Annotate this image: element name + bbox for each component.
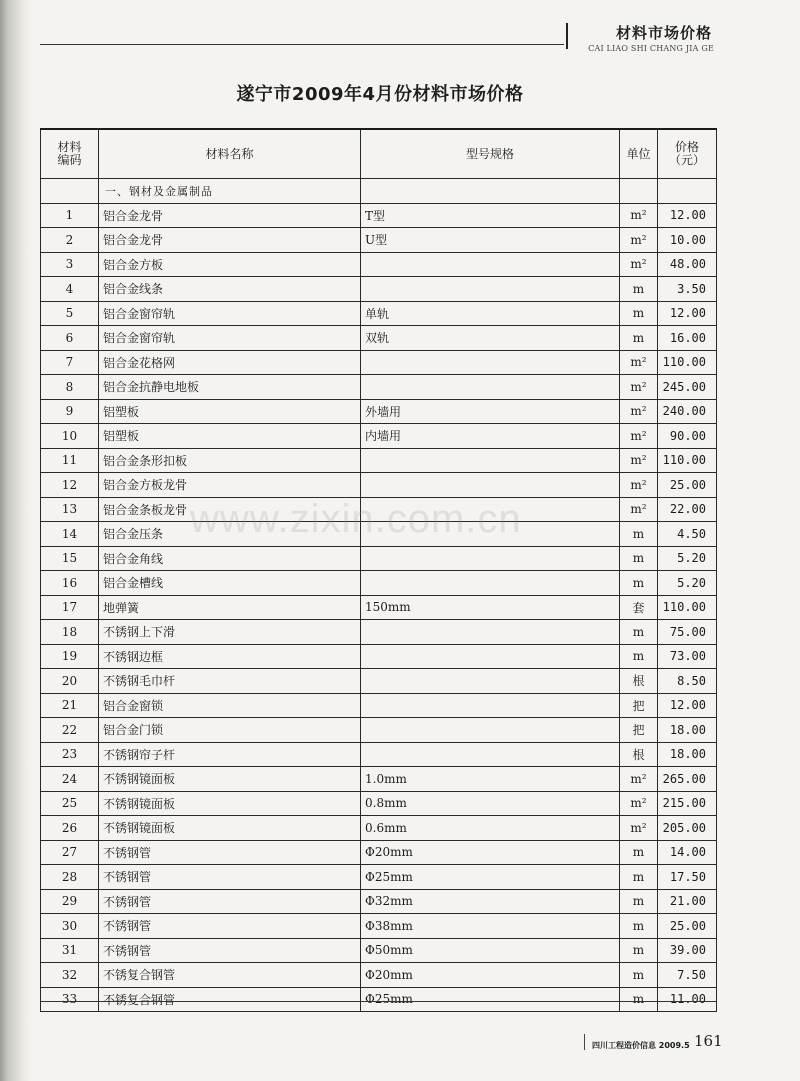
table-row [41, 326, 717, 351]
price-cell: 18.00 [658, 718, 717, 743]
footer-rule [40, 1001, 716, 1002]
code-cell: 23 [41, 742, 99, 767]
price-cell: 17.50 [658, 865, 717, 890]
code-cell: 18 [41, 620, 99, 645]
page-title: 遂宁市2009年4月份材料市场价格 [236, 84, 524, 105]
material-name-cell: 铝合金花格网 [99, 350, 361, 375]
header-divider [566, 23, 568, 49]
code-cell: 8 [41, 375, 99, 400]
spec-cell: Φ38mm [361, 914, 620, 939]
header-name: 材料名称 [99, 129, 361, 179]
table-row [41, 718, 717, 743]
unit-cell: m² [620, 350, 658, 375]
unit-cell: m [620, 522, 658, 547]
section-label: 材料市场价格 [615, 24, 712, 42]
spec-cell: Φ25mm [361, 865, 620, 890]
category-code-cell [41, 179, 99, 204]
footer-publication: 四川工程造价信息 2009.5 [592, 1041, 690, 1050]
table-row [41, 963, 717, 988]
unit-cell: m [620, 963, 658, 988]
spec-cell [361, 497, 620, 522]
material-name-cell: 铝合金方板 [99, 252, 361, 277]
spec-cell: Φ50mm [361, 938, 620, 963]
unit-cell: m [620, 620, 658, 645]
material-name-cell: 不锈钢帘子杆 [99, 742, 361, 767]
table-row [41, 595, 717, 620]
table-row [41, 571, 717, 596]
table-row [41, 767, 717, 792]
unit-cell: m [620, 840, 658, 865]
material-name-cell: 不锈钢镜面板 [99, 791, 361, 816]
spec-cell: 150mm [361, 595, 620, 620]
material-name-cell: 不锈复合钢管 [99, 987, 361, 1012]
table-row [41, 620, 717, 645]
spec-cell: U型 [361, 228, 620, 253]
unit-cell: m² [620, 424, 658, 449]
price-cell: 10.00 [658, 228, 717, 253]
header-code-label: 材料 编码 [57, 140, 82, 167]
price-cell: 48.00 [658, 252, 717, 277]
table-row [41, 350, 717, 375]
table-row [41, 865, 717, 890]
table-row [41, 424, 717, 449]
code-cell: 13 [41, 497, 99, 522]
table-row [41, 742, 717, 767]
material-name-cell: 铝合金窗帘轨 [99, 326, 361, 351]
material-name-cell: 铝合金抗静电地板 [99, 375, 361, 400]
price-cell: 7.50 [658, 963, 717, 988]
spec-cell [361, 571, 620, 596]
table-row [41, 938, 717, 963]
code-cell: 20 [41, 669, 99, 694]
material-name-cell: 不锈钢镜面板 [99, 816, 361, 841]
spec-cell: 双轨 [361, 326, 620, 351]
table-row [41, 203, 717, 228]
spec-cell [361, 277, 620, 302]
code-cell: 28 [41, 865, 99, 890]
unit-cell: m² [620, 252, 658, 277]
material-name-cell: 不锈钢管 [99, 914, 361, 939]
code-cell: 17 [41, 595, 99, 620]
unit-cell: m [620, 889, 658, 914]
code-cell: 3 [41, 252, 99, 277]
spec-cell [361, 620, 620, 645]
price-cell: 39.00 [658, 938, 717, 963]
table-row [41, 497, 717, 522]
section-pinyin: CAI LIAO SHI CHANG JIA GE [588, 44, 714, 53]
unit-cell: m [620, 571, 658, 596]
unit-cell: m² [620, 203, 658, 228]
unit-cell: m² [620, 816, 658, 841]
table-row [41, 693, 717, 718]
unit-cell: m² [620, 497, 658, 522]
material-name-cell: 铝合金窗锁 [99, 693, 361, 718]
unit-cell: m [620, 987, 658, 1012]
table-row [41, 791, 717, 816]
spec-cell [361, 546, 620, 571]
table-row [41, 546, 717, 571]
code-cell: 5 [41, 301, 99, 326]
spec-cell [361, 375, 620, 400]
table-row [41, 277, 717, 302]
price-cell: 5.20 [658, 546, 717, 571]
footer-divider [584, 1034, 585, 1050]
price-cell: 4.50 [658, 522, 717, 547]
spec-cell [361, 644, 620, 669]
spec-cell [361, 693, 620, 718]
unit-cell: m² [620, 399, 658, 424]
price-cell: 240.00 [658, 399, 717, 424]
code-cell: 1 [41, 203, 99, 228]
unit-cell: m [620, 301, 658, 326]
price-cell: 8.50 [658, 669, 717, 694]
price-cell: 12.00 [658, 301, 717, 326]
material-name-cell: 铝合金龙骨 [99, 228, 361, 253]
code-cell: 15 [41, 546, 99, 571]
spec-cell [361, 669, 620, 694]
header-rule [40, 44, 564, 45]
header-code [41, 129, 99, 179]
material-name-cell: 铝合金条板龙骨 [99, 497, 361, 522]
spec-cell [361, 252, 620, 277]
unit-cell: m [620, 277, 658, 302]
header-price-label: 价格 （元） [668, 140, 705, 167]
table-row [41, 644, 717, 669]
category-price-cell [658, 179, 717, 204]
code-cell: 2 [41, 228, 99, 253]
header-unit: 单位 [620, 129, 658, 179]
spec-cell: Φ25mm [361, 987, 620, 1012]
code-cell: 22 [41, 718, 99, 743]
table-row [41, 669, 717, 694]
material-name-cell: 不锈复合钢管 [99, 963, 361, 988]
table-row [41, 473, 717, 498]
spec-cell: 单轨 [361, 301, 620, 326]
unit-cell: m [620, 938, 658, 963]
table-row [41, 987, 717, 1012]
spec-cell: 0.8mm [361, 791, 620, 816]
price-cell: 75.00 [658, 620, 717, 645]
category-unit-cell [620, 179, 658, 204]
table-row [41, 301, 717, 326]
price-cell: 215.00 [658, 791, 717, 816]
material-name-cell: 不锈钢管 [99, 938, 361, 963]
unit-cell: m² [620, 473, 658, 498]
spec-cell [361, 718, 620, 743]
spec-cell [361, 522, 620, 547]
unit-cell: m² [620, 791, 658, 816]
material-name-cell: 铝合金压条 [99, 522, 361, 547]
material-name-cell: 不锈钢上下滑 [99, 620, 361, 645]
price-cell: 110.00 [658, 595, 717, 620]
code-cell: 25 [41, 791, 99, 816]
price-cell: 12.00 [658, 203, 717, 228]
code-cell: 14 [41, 522, 99, 547]
price-cell: 73.00 [658, 644, 717, 669]
unit-cell: m [620, 914, 658, 939]
code-cell: 26 [41, 816, 99, 841]
category-row [41, 179, 717, 204]
code-cell: 19 [41, 644, 99, 669]
unit-cell: 根 [620, 669, 658, 694]
price-cell: 16.00 [658, 326, 717, 351]
scan-edge-shadow [0, 0, 30, 1081]
price-cell: 205.00 [658, 816, 717, 841]
unit-cell: 套 [620, 595, 658, 620]
price-cell: 14.00 [658, 840, 717, 865]
spec-cell: 0.6mm [361, 816, 620, 841]
table-row [41, 375, 717, 400]
table-header-row [41, 129, 717, 179]
unit-cell: 根 [620, 742, 658, 767]
code-cell: 4 [41, 277, 99, 302]
table-row [41, 914, 717, 939]
spec-cell: 1.0mm [361, 767, 620, 792]
price-cell: 21.00 [658, 889, 717, 914]
code-cell: 27 [41, 840, 99, 865]
material-name-cell: 铝合金线条 [99, 277, 361, 302]
material-name-cell: 不锈钢管 [99, 840, 361, 865]
spec-cell: 外墙用 [361, 399, 620, 424]
material-name-cell: 不锈钢边框 [99, 644, 361, 669]
code-cell: 21 [41, 693, 99, 718]
spec-cell: Φ20mm [361, 840, 620, 865]
unit-cell: m² [620, 228, 658, 253]
code-cell: 10 [41, 424, 99, 449]
price-cell: 25.00 [658, 914, 717, 939]
unit-cell: m² [620, 767, 658, 792]
spec-cell: Φ20mm [361, 963, 620, 988]
price-table [40, 128, 717, 1012]
unit-cell: m² [620, 375, 658, 400]
code-cell: 31 [41, 938, 99, 963]
table-row [41, 228, 717, 253]
code-cell: 29 [41, 889, 99, 914]
price-cell: 90.00 [658, 424, 717, 449]
material-name-cell: 地弹簧 [99, 595, 361, 620]
spec-cell [361, 473, 620, 498]
code-cell: 30 [41, 914, 99, 939]
code-cell: 7 [41, 350, 99, 375]
price-cell: 18.00 [658, 742, 717, 767]
table-row [41, 252, 717, 277]
table-row [41, 816, 717, 841]
material-name-cell: 不锈钢管 [99, 865, 361, 890]
material-name-cell: 不锈钢管 [99, 889, 361, 914]
price-cell: 110.00 [658, 448, 717, 473]
material-name-cell: 铝合金窗帘轨 [99, 301, 361, 326]
price-cell: 25.00 [658, 473, 717, 498]
code-cell: 11 [41, 448, 99, 473]
material-name-cell: 铝塑板 [99, 424, 361, 449]
price-cell: 245.00 [658, 375, 717, 400]
price-cell: 22.00 [658, 497, 717, 522]
code-cell: 16 [41, 571, 99, 596]
material-name-cell: 铝合金门锁 [99, 718, 361, 743]
table-row [41, 522, 717, 547]
code-cell: 9 [41, 399, 99, 424]
table-row [41, 399, 717, 424]
price-cell: 265.00 [658, 767, 717, 792]
material-name-cell: 不锈钢毛巾杆 [99, 669, 361, 694]
code-cell: 33 [41, 987, 99, 1012]
spec-cell [361, 448, 620, 473]
spec-cell: Φ32mm [361, 889, 620, 914]
watermark: www.zixin.com.cn [190, 497, 522, 541]
unit-cell: 把 [620, 693, 658, 718]
price-cell: 11.00 [658, 987, 717, 1012]
unit-cell: m [620, 546, 658, 571]
spec-cell: T型 [361, 203, 620, 228]
material-name-cell: 铝合金方板龙骨 [99, 473, 361, 498]
spec-cell [361, 742, 620, 767]
unit-cell: m [620, 865, 658, 890]
material-name-cell: 铝合金龙骨 [99, 203, 361, 228]
page-number: 161 [694, 1032, 723, 1050]
price-cell: 110.00 [658, 350, 717, 375]
price-cell: 5.20 [658, 571, 717, 596]
unit-cell: m [620, 326, 658, 351]
unit-cell: 把 [620, 718, 658, 743]
code-cell: 12 [41, 473, 99, 498]
spec-cell [361, 350, 620, 375]
unit-cell: m² [620, 448, 658, 473]
table-row [41, 889, 717, 914]
table-row [41, 448, 717, 473]
code-cell: 24 [41, 767, 99, 792]
material-name-cell: 不锈钢镜面板 [99, 767, 361, 792]
price-cell: 12.00 [658, 693, 717, 718]
material-name-cell: 铝合金槽线 [99, 571, 361, 596]
category-label: 一、钢材及金属制品 [99, 179, 361, 204]
material-name-cell: 铝塑板 [99, 399, 361, 424]
material-name-cell: 铝合金条形扣板 [99, 448, 361, 473]
unit-cell: m [620, 644, 658, 669]
category-spec-cell [361, 179, 620, 204]
price-cell: 3.50 [658, 277, 717, 302]
header-price [658, 129, 717, 179]
header-spec: 型号规格 [361, 129, 620, 179]
material-name-cell: 铝合金角线 [99, 546, 361, 571]
code-cell: 6 [41, 326, 99, 351]
table-row [41, 840, 717, 865]
spec-cell: 内墙用 [361, 424, 620, 449]
code-cell: 32 [41, 963, 99, 988]
